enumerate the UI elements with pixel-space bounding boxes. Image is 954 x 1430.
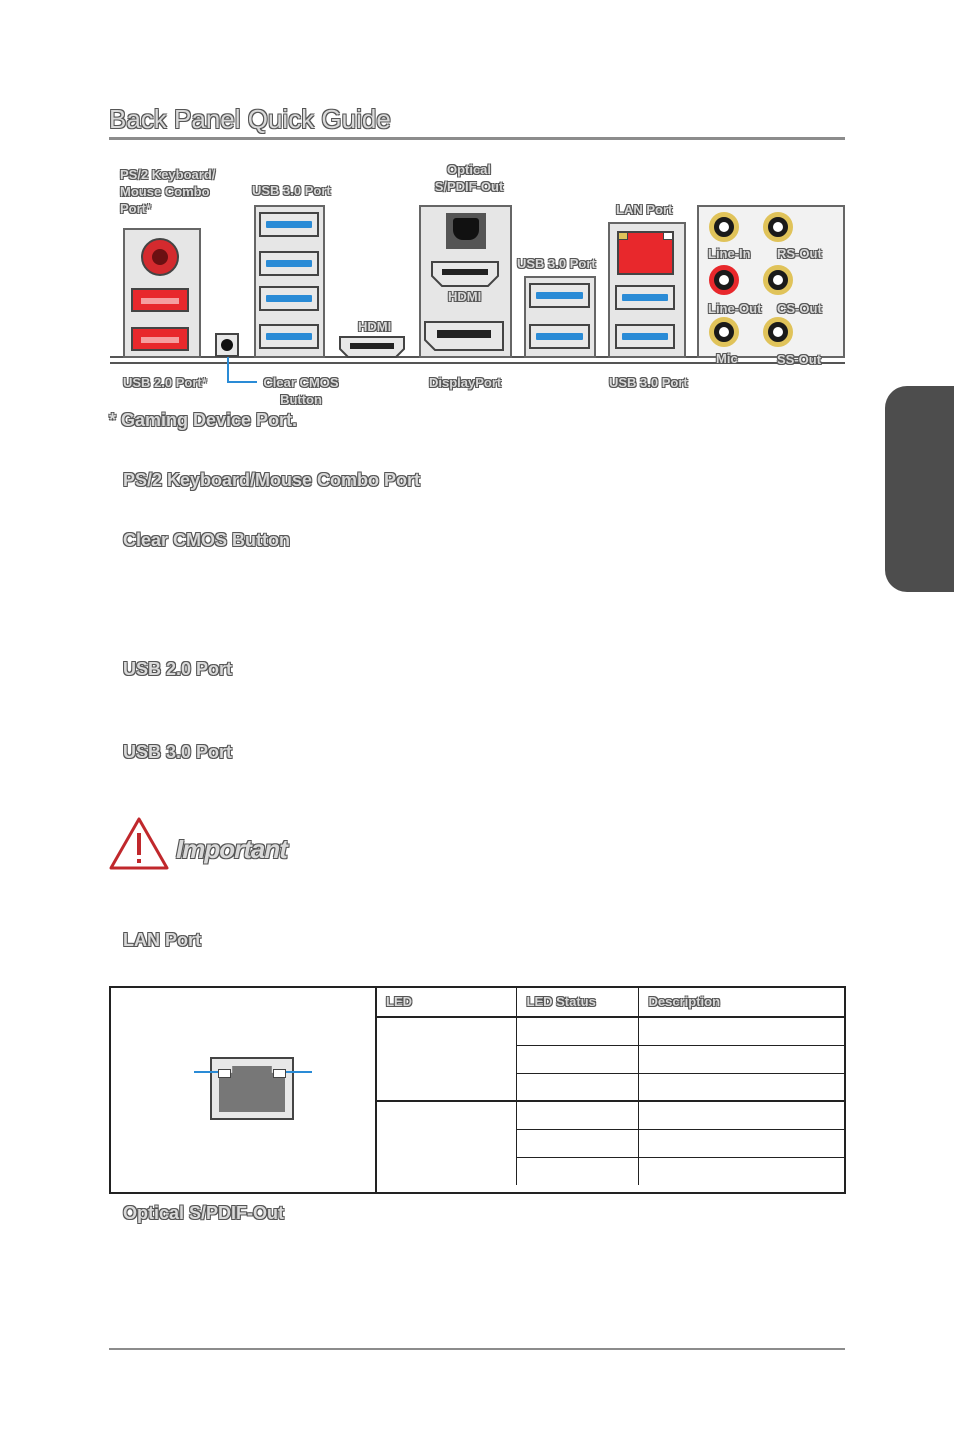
heading-usb30: USB 3.0 Port	[123, 742, 233, 762]
label-optical: Optical S/PDIF-Out	[434, 162, 504, 194]
label-rs-out: RS-Out	[777, 246, 822, 261]
warning-icon	[108, 816, 170, 872]
table-row	[376, 1017, 846, 1045]
table-row	[376, 1101, 846, 1129]
hdmi-port	[430, 260, 500, 288]
table-cell	[638, 1101, 846, 1129]
label-clear-cmos: Clear CMOS Button	[263, 375, 339, 407]
lan-led-pointer-right	[286, 1071, 312, 1073]
led-table-header	[376, 987, 846, 1017]
usb30-left-2	[259, 251, 319, 276]
table-cell	[516, 1045, 638, 1073]
usb30-lan-1	[615, 285, 675, 310]
optical-port	[446, 213, 486, 249]
table-cell	[516, 1157, 638, 1185]
label-hdmi-port: HDMI	[448, 289, 482, 304]
col-led: LED	[376, 987, 516, 1017]
gaming-device-note: * Gaming Device Port.	[109, 410, 298, 430]
heading-optical: Optical S/PDIF-Out	[123, 1203, 285, 1223]
audio-jack-line-out	[709, 265, 739, 295]
led-table	[376, 987, 846, 1185]
table-cell	[638, 1073, 846, 1101]
label-line-in: Line-In	[708, 246, 751, 261]
title-rule	[109, 137, 845, 140]
important-label: Important	[176, 834, 287, 864]
label-lan-port: LAN Port	[616, 202, 673, 217]
label-usb30-mid: USB 3.0 Port	[517, 256, 596, 271]
lan-led-pointer-left	[194, 1071, 218, 1073]
footer-rule	[109, 1348, 845, 1350]
table-cell	[516, 1101, 638, 1129]
usb30-left-4	[259, 324, 319, 349]
heading-ps2: PS/2 Keyboard/Mouse Combo Port	[123, 470, 421, 490]
table-cell	[638, 1045, 846, 1073]
audio-jack-cs-out	[763, 265, 793, 295]
label-ss-out: SS-Out	[777, 352, 822, 367]
usb30-mid-1	[529, 283, 590, 308]
table-cell	[376, 1017, 516, 1101]
table-cell	[516, 1017, 638, 1045]
label-usb20: USB 2.0 Port*	[123, 375, 207, 390]
hdmi-small-port	[338, 335, 406, 359]
label-cs-out: CS-Out	[777, 301, 822, 316]
usb20-port-2	[131, 327, 189, 351]
side-tab	[885, 386, 954, 592]
cmos-connector-h	[227, 381, 257, 383]
usb30-mid-2	[529, 324, 590, 349]
col-description: Description	[638, 987, 846, 1017]
heading-usb20: USB 2.0 Port	[123, 659, 233, 679]
usb30-left-1	[259, 212, 319, 237]
displayport-port	[423, 320, 505, 352]
table-cell	[516, 1073, 638, 1101]
label-line-out: Line-Out	[708, 301, 762, 316]
label-usb30-bottom: USB 3.0 Port	[609, 375, 688, 390]
table-cell	[516, 1129, 638, 1157]
label-ps2-port: PS/2 Keyboard/ Mouse Combo Port*	[120, 167, 216, 216]
table-cell	[638, 1017, 846, 1045]
table-cell	[376, 1101, 516, 1185]
label-displayport: DisplayPort	[429, 375, 502, 390]
cmos-connector-v	[227, 357, 229, 383]
lan-port-illustration	[210, 1057, 294, 1120]
usb30-lan-2	[615, 324, 675, 349]
usb20-port-1	[131, 288, 189, 312]
audio-jack-ss-out	[763, 317, 793, 347]
audio-jack-mic	[709, 317, 739, 347]
heading-lan: LAN Port	[123, 930, 201, 950]
label-usb30-top-left: USB 3.0 Port	[252, 183, 331, 198]
usb30-left-3	[259, 286, 319, 311]
ps2-port-icon	[141, 238, 179, 276]
table-cell	[638, 1157, 846, 1185]
heading-clear-cmos: Clear CMOS Button	[123, 530, 291, 550]
label-hdmi-small: HDMI	[358, 319, 392, 334]
clear-cmos-button	[215, 333, 239, 357]
table-cell	[638, 1129, 846, 1157]
page-title: Back Panel Quick Guide	[109, 104, 391, 134]
audio-jack-rs-out	[763, 212, 793, 242]
label-mic: Mic	[716, 351, 738, 366]
audio-jack-line-in	[709, 212, 739, 242]
lan-port	[617, 231, 674, 275]
col-led-status: LED Status	[516, 987, 638, 1017]
